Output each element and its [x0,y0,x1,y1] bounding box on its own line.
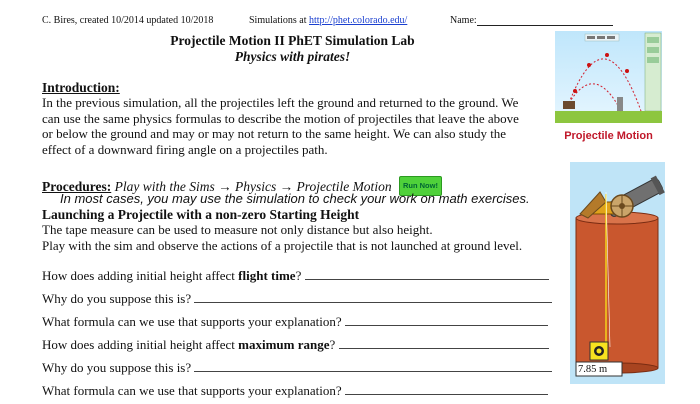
cannon-on-tower-icon [570,162,665,384]
procedures-text [42,222,522,253]
answer-blank[interactable] [194,360,552,372]
question-text-end: ? [295,268,302,283]
question-row [42,337,549,353]
question-text: What formula can we use that supports your explanation? [42,314,342,329]
procedures-note: In most cases, you may use the simulation to check your work on math exercises. [60,191,530,206]
question-emphasis: flight time [238,268,296,283]
intro-line: can use the same physics formulas to describe the motion of projectiles that leave the above [42,110,519,126]
launch-subheading: Launching a Projectile with a non-zero Starting Height [42,207,360,222]
answer-blank[interactable] [345,383,548,395]
name-field[interactable] [450,15,613,26]
answer-blank[interactable] [305,268,549,280]
question-emphasis: maximum range [238,337,330,352]
question-row [42,314,548,330]
thumbnail-label: Projectile Motion [564,130,653,142]
question-row [42,291,552,307]
question-text: Why do you suppose this is? [42,291,192,306]
run-now-button[interactable]: Run Now! [399,176,442,196]
credit-line: C. Bires, created 10/2014 updated 10/2018 [42,15,214,26]
answer-blank[interactable] [339,337,549,349]
sim-site [249,15,407,26]
page-subtitle: Physics with pirates! [234,49,351,64]
intro-text [42,95,519,157]
question-text: What formula can we use that supports your explanation? [42,383,342,398]
projectile-motion-thumbnail[interactable] [555,31,662,141]
phet-link[interactable]: http://phet.colorado.edu/ [309,15,408,26]
intro-heading: Introduction: [42,80,120,95]
tape-readout: 7.85 m [578,364,608,375]
question-row [42,268,549,284]
intro-line: or below the ground and may or may not return to the same height. We can also study the [42,126,507,141]
answer-blank[interactable] [194,291,552,303]
procedures-heading: Procedures: [42,179,112,194]
answer-blank[interactable] [345,314,548,326]
intro-line: effect of a downward firing angle on a projectiles path. [42,141,328,157]
question-text: How does adding initial height affect [42,268,239,283]
sim-path: Play with the Sims → Physics → Projectile Motion [114,179,392,194]
name-label: Name: [450,15,477,26]
trajectory-preview-icon [555,31,662,123]
name-blank[interactable] [477,15,613,26]
question-row [42,360,552,376]
procedure-line: Play with the sim and observe the actions of a projectile that is not launched at ground level. [42,237,523,253]
sim-prefix: Simulations at [249,15,307,26]
question-row [42,383,548,399]
procedure-line: The tape measure can be used to measure not only distance but also height. [42,222,433,237]
question-text: Why do you suppose this is? [42,360,192,375]
question-text: How does adding initial height affect [42,337,239,352]
intro-line: In the previous simulation, all the projectiles left the ground and returned to the ground. We [42,95,519,110]
question-text-end: ? [329,337,336,352]
page-title: Projectile Motion II PhET Simulation Lab [170,33,415,48]
cannon-illustration [570,162,665,384]
